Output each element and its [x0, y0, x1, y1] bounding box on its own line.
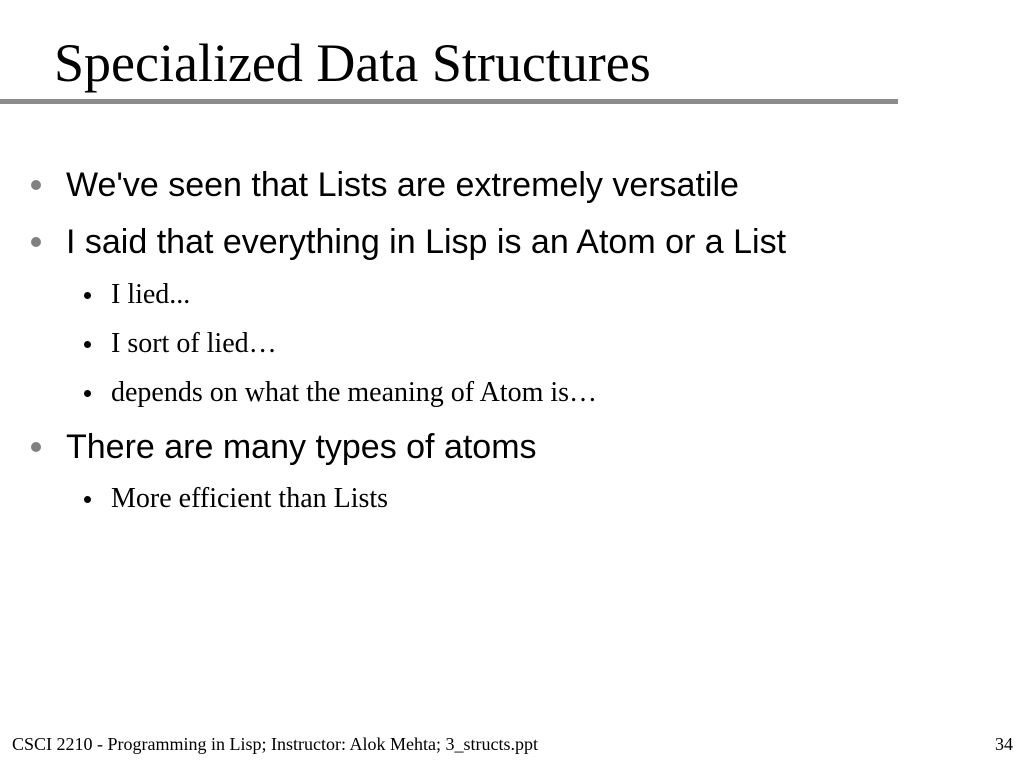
sub-bullet-text: I lied...	[111, 279, 191, 310]
sub-bullet-dot-icon	[84, 292, 91, 299]
slide-title: Specialized Data Structures	[54, 33, 651, 93]
bullet-text: We've seen that Lists are extremely versatile	[66, 166, 739, 204]
sub-bullet-text: More efficient than Lists	[111, 483, 389, 514]
sub-bullet-dot-icon	[84, 496, 91, 503]
bullet-dot-icon	[31, 180, 41, 190]
bullet-text: There are many types of atoms	[66, 428, 537, 466]
slide-footer: CSCI 2210 - Programming in Lisp; Instructor: Alok Mehta; 3_structs.ppt	[12, 734, 538, 754]
bullet-dot-icon	[31, 442, 41, 452]
sub-bullet-text: depends on what the meaning of Atom is…	[111, 377, 598, 408]
sub-bullet-dot-icon	[84, 341, 91, 348]
title-underline	[0, 99, 898, 104]
sub-bullet-dot-icon	[84, 390, 91, 397]
page-number: 34	[995, 734, 1013, 754]
bullet-text: I said that everything in Lisp is an Atom or a List	[66, 223, 787, 261]
sub-bullet-text: I sort of lied…	[111, 328, 277, 359]
bullet-dot-icon	[31, 237, 41, 247]
